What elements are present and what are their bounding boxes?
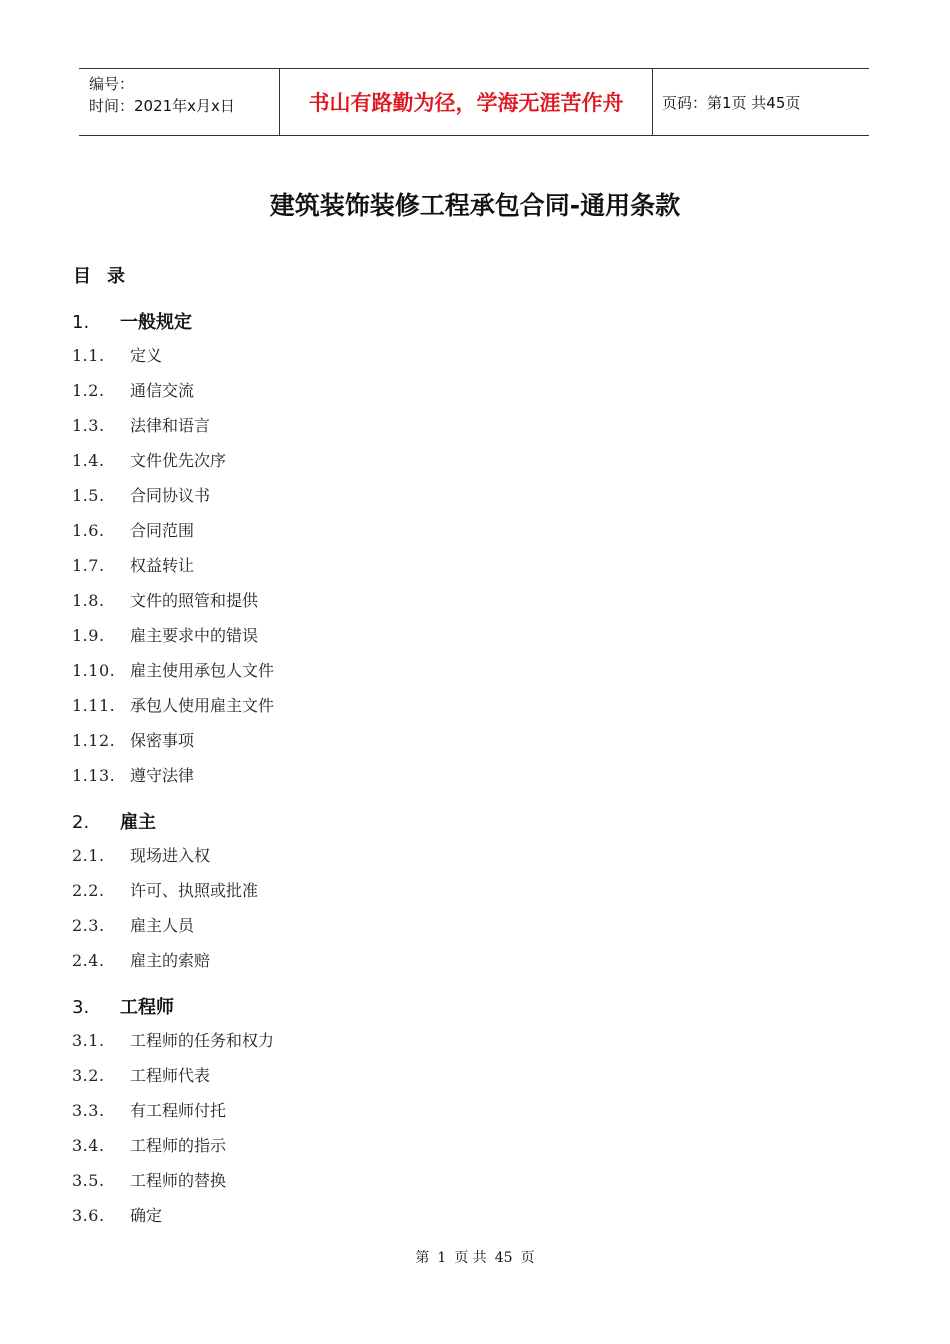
toc-item[interactable] xyxy=(72,448,226,471)
toc-item-number: 2.3. xyxy=(72,916,105,935)
toc-item-number: 1.12. xyxy=(72,731,116,750)
toc-item-number: 3.4. xyxy=(72,1136,105,1155)
footer-prefix: 第 xyxy=(415,1250,430,1266)
toc-section-label: 雇主 xyxy=(120,812,156,833)
toc-item-number: 1.9. xyxy=(72,626,105,645)
toc-item-label: 遵守法律 xyxy=(130,766,195,785)
serial-label: 编号： xyxy=(89,75,135,93)
toc-item-label: 合同协议书 xyxy=(130,486,211,505)
toc-item-label: 确定 xyxy=(130,1206,163,1225)
toc-item-number: 1.1. xyxy=(72,346,105,365)
page-footer xyxy=(0,1247,950,1267)
header-motto: 书山有路勤为径，学海无涯苦作舟 xyxy=(280,69,653,135)
toc-item-label: 通信交流 xyxy=(130,381,195,400)
toc-item-number: 3.3. xyxy=(72,1101,105,1120)
toc-item[interactable] xyxy=(72,553,194,576)
toc-item-label: 工程师代表 xyxy=(130,1066,211,1085)
toc-item-label: 定义 xyxy=(130,346,163,365)
toc-item-number: 1.4. xyxy=(72,451,105,470)
toc-item-number: 2.4. xyxy=(72,951,105,970)
toc-item-number: 1.3. xyxy=(72,416,105,435)
toc-section-3[interactable] xyxy=(72,993,174,1019)
toc-item[interactable] xyxy=(72,1133,226,1156)
toc-item-number: 1.6. xyxy=(72,521,105,540)
toc-section-label: 一般规定 xyxy=(120,312,192,333)
toc-item-label: 权益转让 xyxy=(130,556,195,575)
toc-item[interactable] xyxy=(72,1028,274,1051)
footer-mid: 页 共 xyxy=(454,1250,487,1266)
toc-item[interactable] xyxy=(72,728,194,751)
toc-item-number: 1.11. xyxy=(72,696,116,715)
toc-item-label: 有工程师付托 xyxy=(130,1101,227,1120)
footer-total-pages: 45 xyxy=(494,1250,513,1266)
toc-section-2[interactable] xyxy=(72,808,156,834)
toc-item[interactable] xyxy=(72,913,194,936)
toc-item[interactable] xyxy=(72,693,274,716)
toc-item-number: 1.8. xyxy=(72,591,105,610)
toc-item-number: 1.7. xyxy=(72,556,105,575)
toc-item[interactable] xyxy=(72,1168,226,1191)
toc-item[interactable] xyxy=(72,843,210,866)
header-page-info: 页码：第1页 共45页 xyxy=(662,93,801,112)
toc-item[interactable] xyxy=(72,658,274,681)
footer-suffix: 页 xyxy=(520,1250,535,1266)
toc-item[interactable] xyxy=(72,1063,210,1086)
toc-item-number: 1.5. xyxy=(72,486,105,505)
toc-section-1[interactable] xyxy=(72,308,192,334)
toc-item-label: 雇主的索赔 xyxy=(130,951,211,970)
toc-item-number: 2.1. xyxy=(72,846,105,865)
toc-item-label: 工程师的任务和权力 xyxy=(130,1031,275,1050)
time-label: 时间：2021年x月x日 xyxy=(89,97,235,115)
toc-heading: 目录 xyxy=(73,266,141,287)
toc-item-label: 雇主人员 xyxy=(130,916,195,935)
toc-item-label: 许可、执照或批准 xyxy=(130,881,259,900)
toc-item-number: 1.13. xyxy=(72,766,116,785)
toc-item-number: 3.2. xyxy=(72,1066,105,1085)
toc-item[interactable] xyxy=(72,518,194,541)
toc-item-label: 法律和语言 xyxy=(130,416,211,435)
toc-item[interactable] xyxy=(72,343,162,366)
toc-section-number: 3. xyxy=(72,997,90,1018)
toc-item-number: 2.2. xyxy=(72,881,105,900)
toc-item[interactable] xyxy=(72,948,210,971)
toc-item[interactable] xyxy=(72,763,194,786)
toc-section-number: 2. xyxy=(72,812,90,833)
toc-item[interactable] xyxy=(72,378,194,401)
toc-section-label: 工程师 xyxy=(120,997,174,1018)
toc-item-label: 现场进入权 xyxy=(130,846,211,865)
document-title: 建筑装饰装修工程承包合同-通用条款 xyxy=(269,191,681,220)
toc-item-label: 文件优先次序 xyxy=(130,451,227,470)
toc-item[interactable] xyxy=(72,1098,226,1121)
toc-item[interactable] xyxy=(72,588,258,611)
toc-item-label: 雇主要求中的错误 xyxy=(130,626,259,645)
footer-page-number: 1 xyxy=(437,1250,447,1266)
toc-item[interactable] xyxy=(72,413,210,436)
toc-item[interactable] xyxy=(72,623,258,646)
toc-item-number: 3.5. xyxy=(72,1171,105,1190)
toc-item-label: 工程师的指示 xyxy=(130,1136,227,1155)
toc-item-label: 雇主使用承包人文件 xyxy=(130,661,275,680)
toc-item[interactable] xyxy=(72,1203,162,1226)
toc-item-label: 承包人使用雇主文件 xyxy=(130,696,275,715)
toc-item-number: 1.2. xyxy=(72,381,105,400)
toc-item[interactable] xyxy=(72,483,210,506)
toc-item-number: 3.1. xyxy=(72,1031,105,1050)
toc-item-number: 1.10. xyxy=(72,661,116,680)
toc-item[interactable] xyxy=(72,878,258,901)
toc-item-label: 保密事项 xyxy=(130,731,195,750)
toc-item-label: 文件的照管和提供 xyxy=(130,591,259,610)
toc-section-number: 1. xyxy=(72,312,90,333)
toc-item-number: 3.6. xyxy=(72,1206,105,1225)
toc-item-label: 合同范围 xyxy=(130,521,195,540)
toc-item-label: 工程师的替换 xyxy=(130,1171,227,1190)
